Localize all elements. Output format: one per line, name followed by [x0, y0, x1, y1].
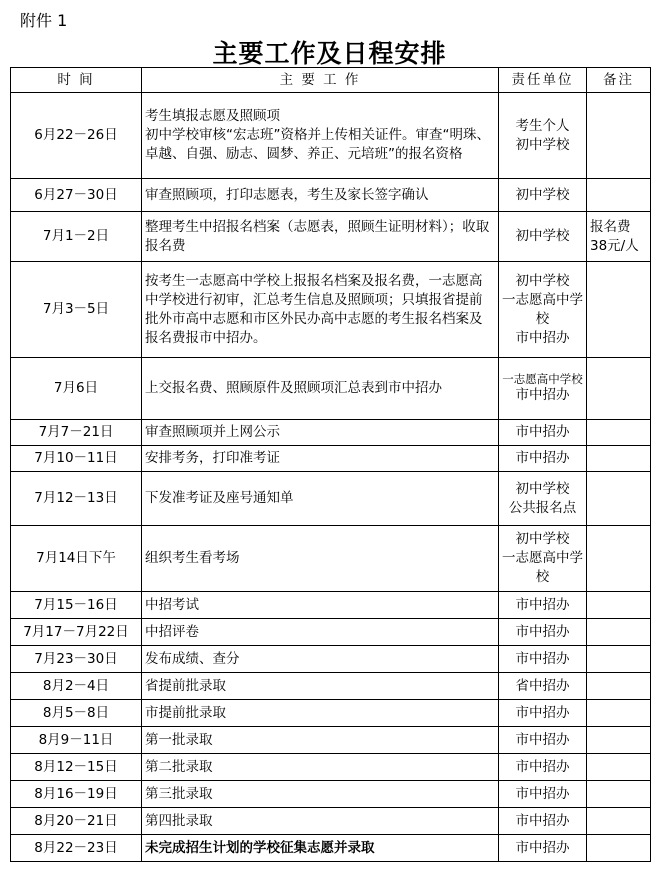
row-note: [587, 179, 651, 212]
row-time: 7月7－21日: [11, 420, 142, 446]
row-work: 审查照顾项，打印志愿表，考生及家长签字确认: [142, 179, 499, 212]
row-unit: 市中招办: [499, 754, 587, 781]
row-note: [587, 472, 651, 526]
table-row: [11, 472, 651, 526]
row-work: 整理考生中招报名档案（志愿表，照顾生证明材料）；收取报名费: [142, 212, 499, 262]
table-row: [11, 212, 651, 262]
row-work: 按考生一志愿高中学校上报报名档案及报名费，一志愿高中学校进行初审，汇总考生信息及照顾项；只填报省提前批外市高中志愿和市区外民办高中志愿的考生报名档案及报名费报市中招办。: [142, 262, 499, 358]
table-row: [11, 808, 651, 835]
row-time: 8月5－8日: [11, 700, 142, 727]
row-time: 7月6日: [11, 358, 142, 420]
row-time: 7月15－16日: [11, 592, 142, 619]
table-row: [11, 727, 651, 754]
table-row: [11, 262, 651, 358]
header-note: 备注: [587, 68, 651, 93]
row-unit-second: 市中招办: [515, 387, 570, 403]
row-work: 第一批录取: [142, 727, 499, 754]
row-time: 8月20－21日: [11, 808, 142, 835]
row-work: 第三批录取: [142, 781, 499, 808]
table-row: [11, 700, 651, 727]
row-time: 6月27－30日: [11, 179, 142, 212]
row-unit: 市中招办: [499, 781, 587, 808]
row-note: [587, 592, 651, 619]
row-note: [587, 781, 651, 808]
row-unit: 初中学校: [499, 212, 587, 262]
row-note: [587, 673, 651, 700]
row-time: 6月22－26日: [11, 93, 142, 179]
row-work: 市提前批录取: [142, 700, 499, 727]
row-unit: 考生个人 初中学校: [499, 93, 587, 179]
row-unit: 市中招办: [499, 420, 587, 446]
table-row: [11, 93, 651, 179]
table-row: [11, 526, 651, 592]
header-work: 主 要 工 作: [142, 68, 499, 93]
row-note: [587, 808, 651, 835]
row-unit: 市中招办: [499, 727, 587, 754]
row-note: [587, 93, 651, 179]
row-work: 未完成招生计划的学校征集志愿并录取: [142, 835, 499, 862]
attachment-label: 附件 1: [20, 11, 68, 30]
row-work: 下发准考证及座号通知单: [142, 472, 499, 526]
row-unit: 初中学校: [499, 179, 587, 212]
row-note: [587, 358, 651, 420]
row-work: 考生填报志愿及照顾项 初中学校审核“宏志班”资格并上传相关证件。审查“明珠、卓越、自强、励志、圆梦、养正、元培班”的报名资格: [142, 93, 499, 179]
row-time: 7月10－11日: [11, 446, 142, 472]
row-time: 7月12－13日: [11, 472, 142, 526]
row-time: 8月12－15日: [11, 754, 142, 781]
row-note: [587, 526, 651, 592]
table-row: [11, 420, 651, 446]
row-note: [587, 835, 651, 862]
header-unit: 责任单位: [499, 68, 587, 93]
row-unit: 市中招办: [499, 700, 587, 727]
row-note: [587, 262, 651, 358]
row-work: 省提前批录取: [142, 673, 499, 700]
row-note: [587, 700, 651, 727]
row-unit: 初中学校 一志愿高中学校: [499, 526, 587, 592]
row-unit: 初中学校 公共报名点: [499, 472, 587, 526]
row-time: 8月16－19日: [11, 781, 142, 808]
row-time: 8月2－4日: [11, 673, 142, 700]
row-note: [587, 446, 651, 472]
row-unit: [499, 358, 587, 420]
row-time: 7月1－2日: [11, 212, 142, 262]
row-note: [587, 646, 651, 673]
row-time: 7月3－5日: [11, 262, 142, 358]
row-unit: 市中招办: [499, 592, 587, 619]
header-row: [11, 68, 651, 93]
row-work: 中招评卷: [142, 619, 499, 646]
row-unit: 市中招办: [499, 446, 587, 472]
row-work: 第四批录取: [142, 808, 499, 835]
row-note: [587, 420, 651, 446]
table-row: [11, 592, 651, 619]
row-unit: 市中招办: [499, 619, 587, 646]
schedule-table: [10, 67, 651, 862]
row-note: [587, 727, 651, 754]
row-note: 报名费38元/人: [587, 212, 651, 262]
table-row: [11, 179, 651, 212]
row-note: [587, 619, 651, 646]
row-work: 中招考试: [142, 592, 499, 619]
row-work: 安排考务，打印准考证: [142, 446, 499, 472]
page-title: 主要工作及日程安排: [212, 39, 447, 68]
row-time: 8月22－23日: [11, 835, 142, 862]
table-row: [11, 446, 651, 472]
row-time: 7月17－7月22日: [11, 619, 142, 646]
row-unit: 初中学校 一志愿高中学校 市中招办: [499, 262, 587, 358]
row-time: 8月9－11日: [11, 727, 142, 754]
row-work: 审查照顾项并上网公示: [142, 420, 499, 446]
row-unit: 省中招办: [499, 673, 587, 700]
table-row: [11, 646, 651, 673]
table-row: [11, 673, 651, 700]
row-unit: 市中招办: [499, 808, 587, 835]
row-work: 组织考生看考场: [142, 526, 499, 592]
row-time: 7月23－30日: [11, 646, 142, 673]
row-unit: 市中招办: [499, 835, 587, 862]
row-work: 发布成绩、查分: [142, 646, 499, 673]
row-work: 上交报名费、照顾原件及照顾项汇总表到市中招办: [142, 358, 499, 420]
table-row: [11, 358, 651, 420]
table-row: [11, 781, 651, 808]
row-time: 7月14日下午: [11, 526, 142, 592]
table-row: [11, 835, 651, 862]
row-unit: 市中招办: [499, 646, 587, 673]
row-note: [587, 754, 651, 781]
table-row: [11, 754, 651, 781]
row-work: 第二批录取: [142, 754, 499, 781]
table-row: [11, 619, 651, 646]
row-unit-small: 一志愿高中学校: [502, 372, 583, 386]
header-time: 时 间: [11, 68, 142, 93]
